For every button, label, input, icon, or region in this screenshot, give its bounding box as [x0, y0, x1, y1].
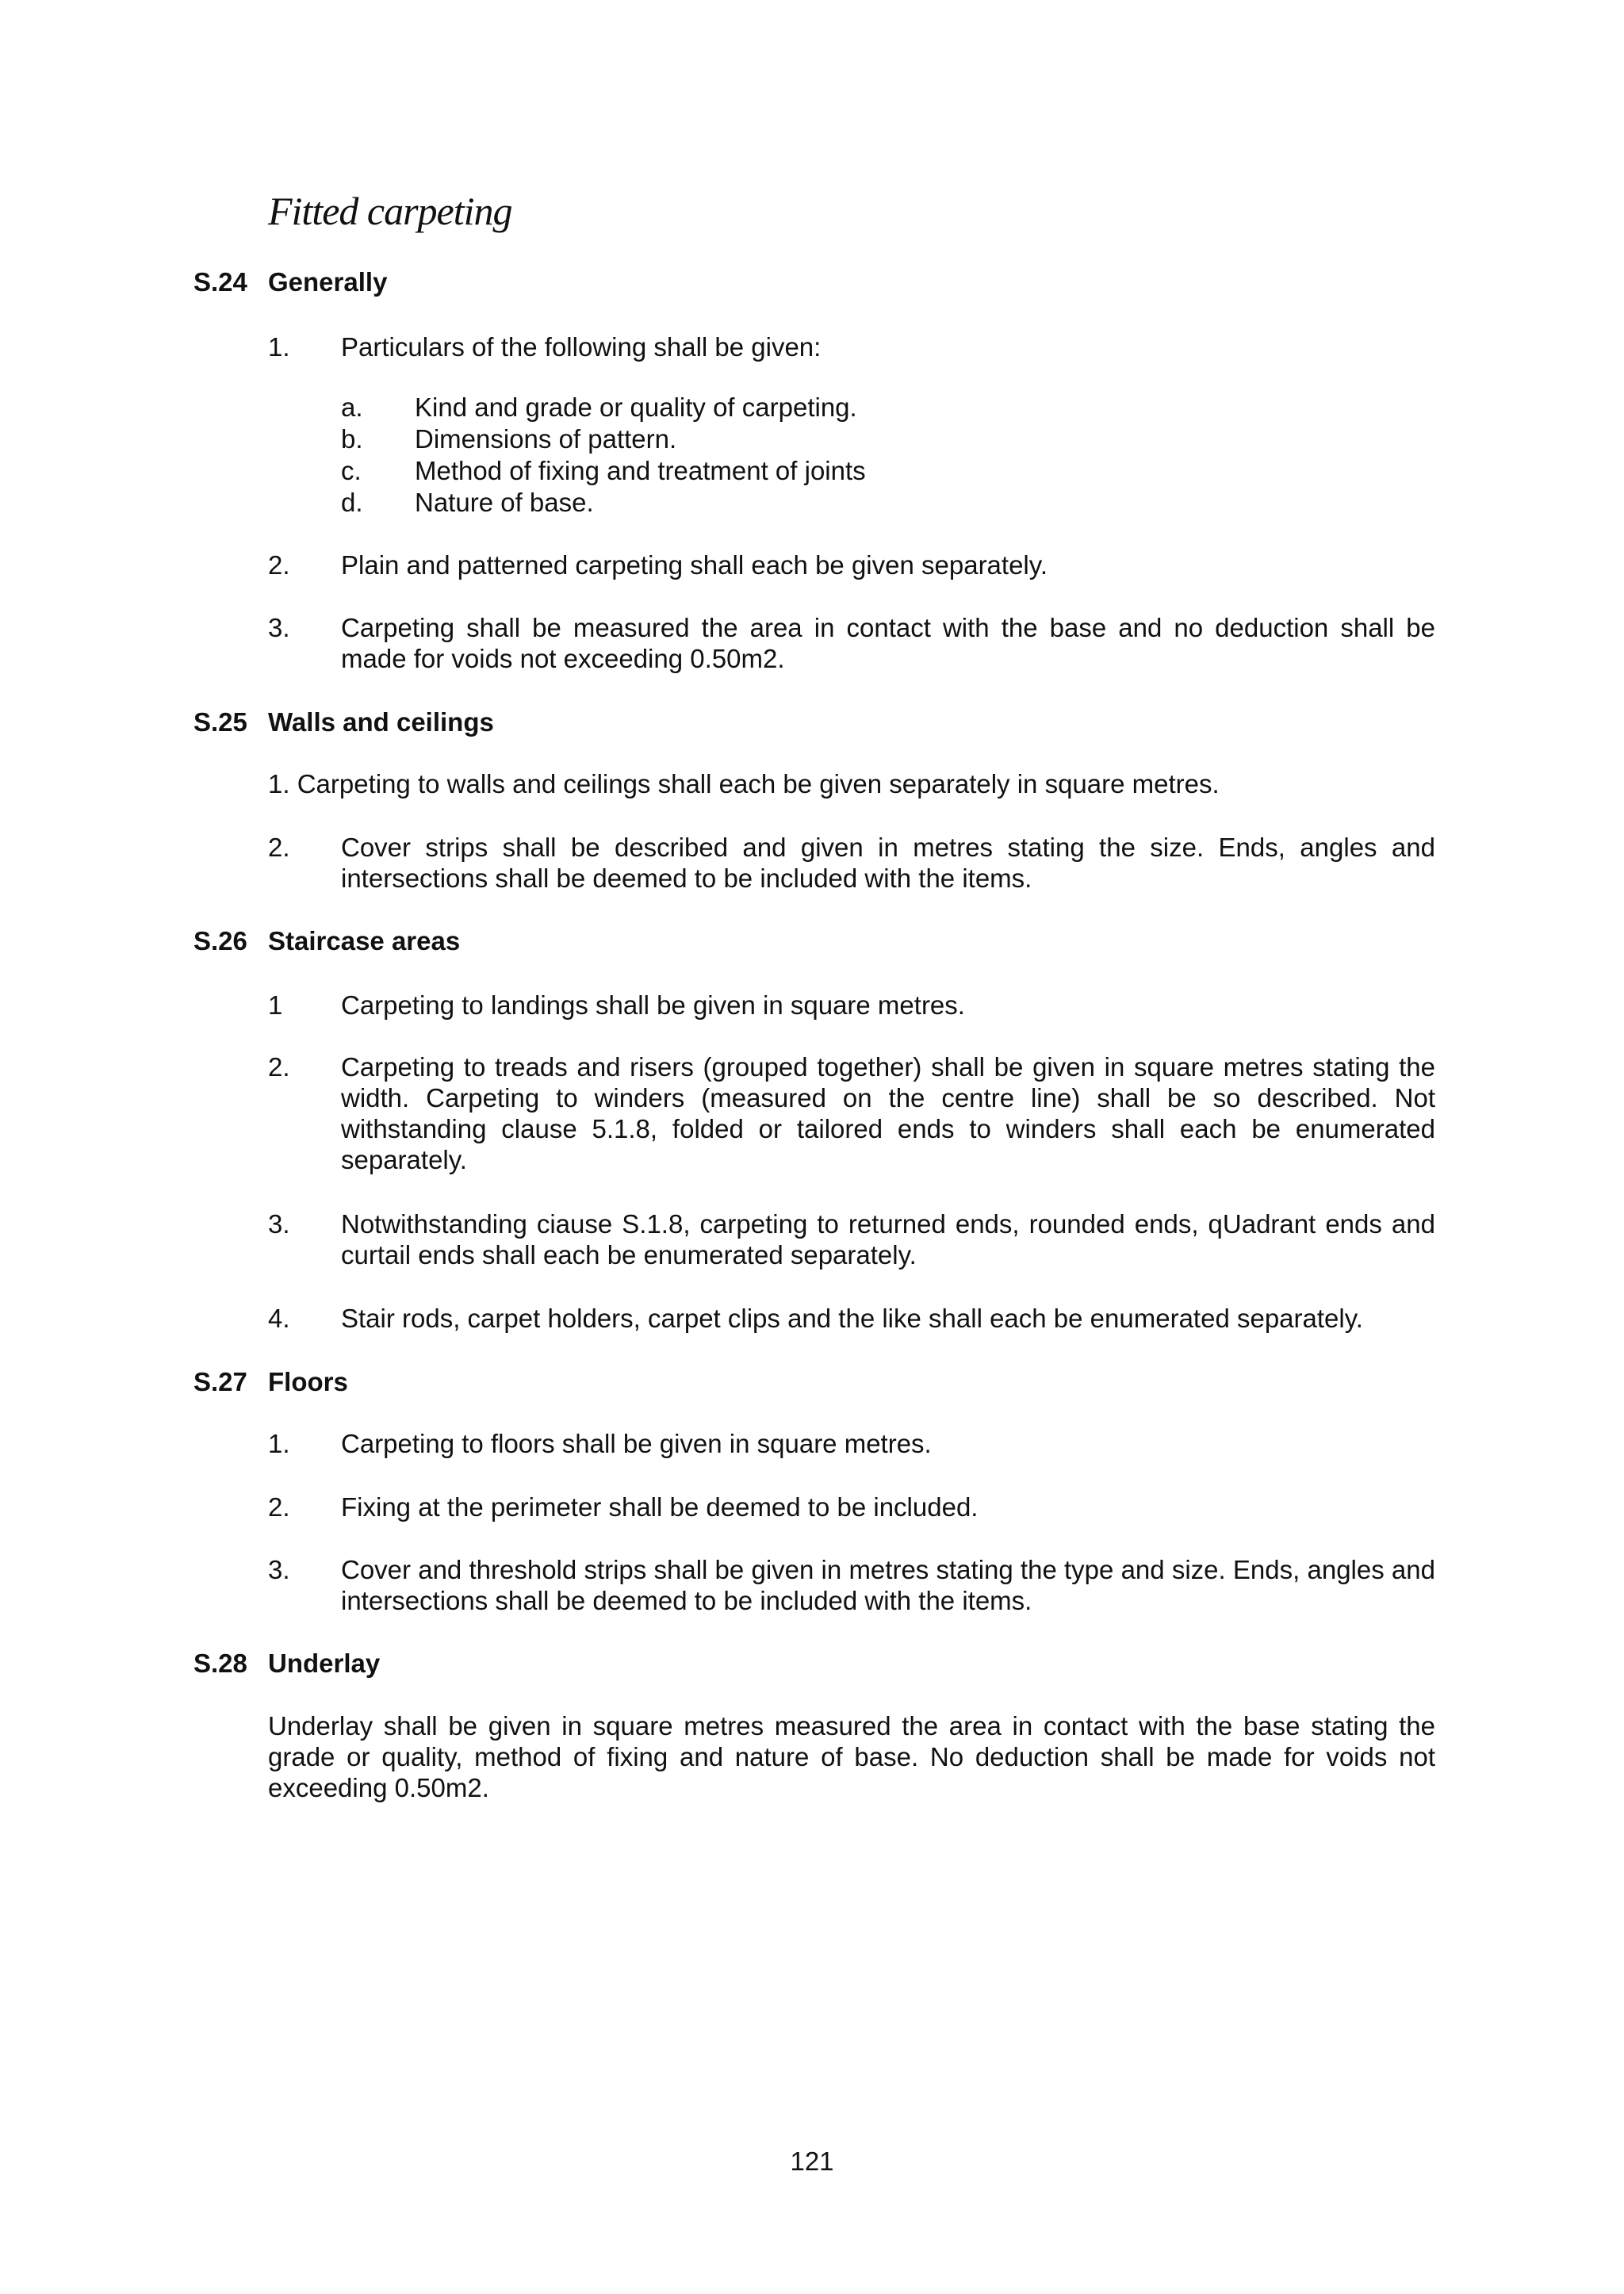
item-number: 3.	[268, 1209, 290, 1239]
item-text: 1. Carpeting to walls and ceilings shall each be given separately in square metres.	[268, 769, 1220, 798]
item-number: 3.	[268, 1555, 290, 1584]
page-number: 121	[790, 2147, 834, 2176]
item-number: 2.	[268, 1052, 290, 1082]
subitem-text: Kind and grade or quality of carpeting.	[415, 393, 857, 422]
item-number: 2.	[268, 1492, 290, 1522]
subitem-text: Nature of base.	[415, 488, 594, 517]
section-title: Floors	[268, 1367, 348, 1396]
subitem-letter: d.	[341, 488, 363, 517]
page-title: Fitted carpeting	[268, 189, 512, 233]
item-number: 2.	[268, 833, 290, 862]
item-text: Plain and patterned carpeting shall each be given separately.	[341, 550, 1048, 580]
item-text: Particulars of the following shall be given:	[341, 332, 822, 362]
item-number: 1	[268, 990, 283, 1020]
section-title: Walls and ceilings	[268, 707, 494, 737]
subitem-letter: c.	[341, 456, 362, 485]
item-number: 4.	[268, 1304, 290, 1333]
item-text: Cover strips shall be described and given in metres stating the size. Ends, angles and intersections shall be deemed to be included with the items.	[341, 833, 1435, 893]
section-paragraph: Underlay shall be given in square metres measured the area in contact with the base stating the grade or quality, method of fixing and nature of base. No deduction shall be made for voids not exceeding 0.50m2.	[268, 1711, 1435, 1802]
item-text: Carpeting to landings shall be given in square metres.	[341, 990, 965, 1020]
section-number: S.28	[193, 1649, 247, 1678]
item-number: 1.	[268, 1429, 290, 1458]
subitem-text: Method of fixing and treatment of joints	[415, 456, 866, 485]
item-text: Carpeting to floors shall be given in square metres.	[341, 1429, 932, 1458]
section-number: S.25	[193, 707, 247, 737]
item-text: Carpeting shall be measured the area in contact with the base and no deduction shall be made for voids not exceeding 0.50m2.	[341, 613, 1435, 673]
section-title: Generally	[268, 267, 388, 297]
item-text: Notwithstanding ciause S.1.8, carpeting to returned ends, rounded ends, qUadrant ends and curtail ends shall each be enumerated separately.	[341, 1209, 1435, 1270]
item-number: 2.	[268, 550, 290, 580]
item-text: Stair rods, carpet holders, carpet clips and the like shall each be enumerated separately.	[341, 1304, 1363, 1333]
item-text: Fixing at the perimeter shall be deemed to be included.	[341, 1492, 979, 1522]
item-number: 1.	[268, 332, 290, 362]
section-number: S.27	[193, 1367, 247, 1396]
subitem-letter: a.	[341, 393, 363, 422]
section-number: S.24	[193, 267, 247, 297]
item-text: Cover and threshold strips shall be given in metres stating the type and size. Ends, angles and intersections shall be deemed to be included with the items.	[341, 1555, 1435, 1615]
section-number: S.26	[193, 926, 247, 956]
subitem-text: Dimensions of pattern.	[415, 424, 677, 454]
item-text: Carpeting to treads and risers (grouped together) shall be given in square metres stating the width. Carpeting to winders (measured on the centre line) shall be so described. Not withstanding clause 5.1.8, folded or tailored ends to winders shall each be enumerated separately.	[341, 1052, 1435, 1174]
subitem-letter: b.	[341, 424, 363, 454]
section-title: Staircase areas	[268, 926, 461, 956]
section-title: Underlay	[268, 1649, 381, 1678]
item-number: 3.	[268, 613, 290, 642]
